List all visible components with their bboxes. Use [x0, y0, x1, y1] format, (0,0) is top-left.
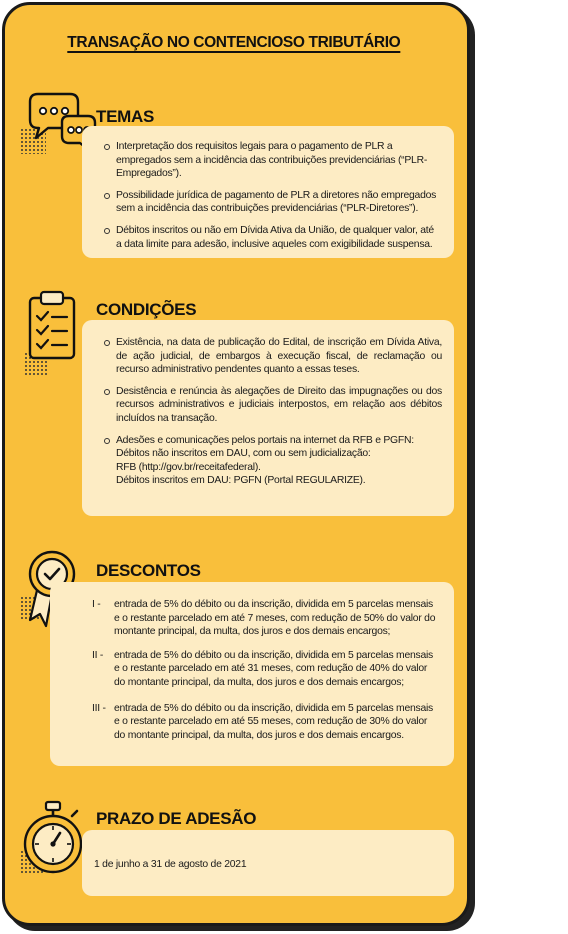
registered-debts-text: Débitos inscritos em DAU: PGFN (Portal REGULARIZE).	[116, 475, 366, 487]
condicoes-panel	[82, 320, 454, 516]
section-heading-condicoes: CONDIÇÕES	[96, 300, 197, 319]
list-item: Débitos inscritos ou não em Dívida Ativa da União, de qualquer valor, até a data limite para adesão, inclusive aqueles com exigibilidade suspensa.	[104, 224, 442, 251]
prazo-panel	[82, 830, 454, 896]
list-item: Existência, na data de publicação do Edital, de inscrição em Dívida Ativa, de ação judicial, de embargos à execução fiscal, de reclamação ou recurso administrativo pendentes quanto a essas teses.	[104, 336, 442, 377]
descontos-panel	[50, 582, 454, 766]
list-item-text: Desistência e renúncia às alegações de Direito das impugnações ou dos recursos administrativos e judiciais interpostos, em relação aos débitos incluídos na transação.	[116, 385, 442, 424]
page-title: TRANSAÇÃO NO CONTENCIOSO TRIBUTÁRIO	[67, 34, 401, 51]
item-number: II -	[92, 649, 104, 661]
clipboard-checklist-icon	[26, 288, 78, 362]
stopwatch-icon	[20, 800, 86, 878]
item-text: entrada de 5% do débito ou da inscrição, dividida em 5 parcelas mensais e o restante parcelado em até 55 meses, com redução de 30% do valor do montante principal, da multa, dos juros e dos demais encargos.	[114, 702, 433, 741]
deadline-text: 1 de junho a 31 de agosto de 2021	[94, 859, 247, 870]
list-item: Interpretação dos requisitos legais para o pagamento de PLR a empregados sem a incidência das contribuições previdenciárias (“PLR-Empregados”).	[104, 140, 442, 181]
list-item	[92, 598, 440, 639]
rfb-link-text: RFB (http://gov.br/receitafederal).	[116, 461, 261, 473]
list-item	[104, 434, 442, 488]
section-heading-prazo: PRAZO DE ADESÃO	[96, 809, 257, 828]
item-text: entrada de 5% do débito ou da inscrição, dividida em 5 parcelas mensais e o restante parcelado em até 7 meses, com redução de 50% do valor do montante principal, da multa, dos juros e dos demais encargos;	[114, 599, 436, 638]
list-item	[92, 702, 440, 743]
non-registered-debts-text: Débitos não inscritos em DAU, com ou sem judicialização:	[116, 448, 371, 460]
item-text: entrada de 5% do débito ou da inscrição, dividida em 5 parcelas mensais e o restante parcelado em até 31 meses, com redução de 40% do valor do montante principal, da multa, dos juros e dos demais encargos;	[114, 649, 433, 688]
item-number: III -	[92, 702, 106, 714]
section-heading-descontos: DESCONTOS	[96, 561, 201, 580]
item-number: I -	[92, 599, 101, 610]
list-item	[92, 649, 440, 690]
portal-intro-text: Adesões e comunicações pelos portais na internet da RFB e PGFN:	[116, 434, 414, 446]
list-item	[104, 385, 442, 426]
temas-panel	[82, 126, 454, 258]
list-item: Possibilidade jurídica de pagamento de PLR a diretores não empregados sem a incidência das contribuições previdenciárias (“PLR-Diretores”).	[104, 189, 442, 216]
section-heading-temas: TEMAS	[96, 107, 155, 126]
